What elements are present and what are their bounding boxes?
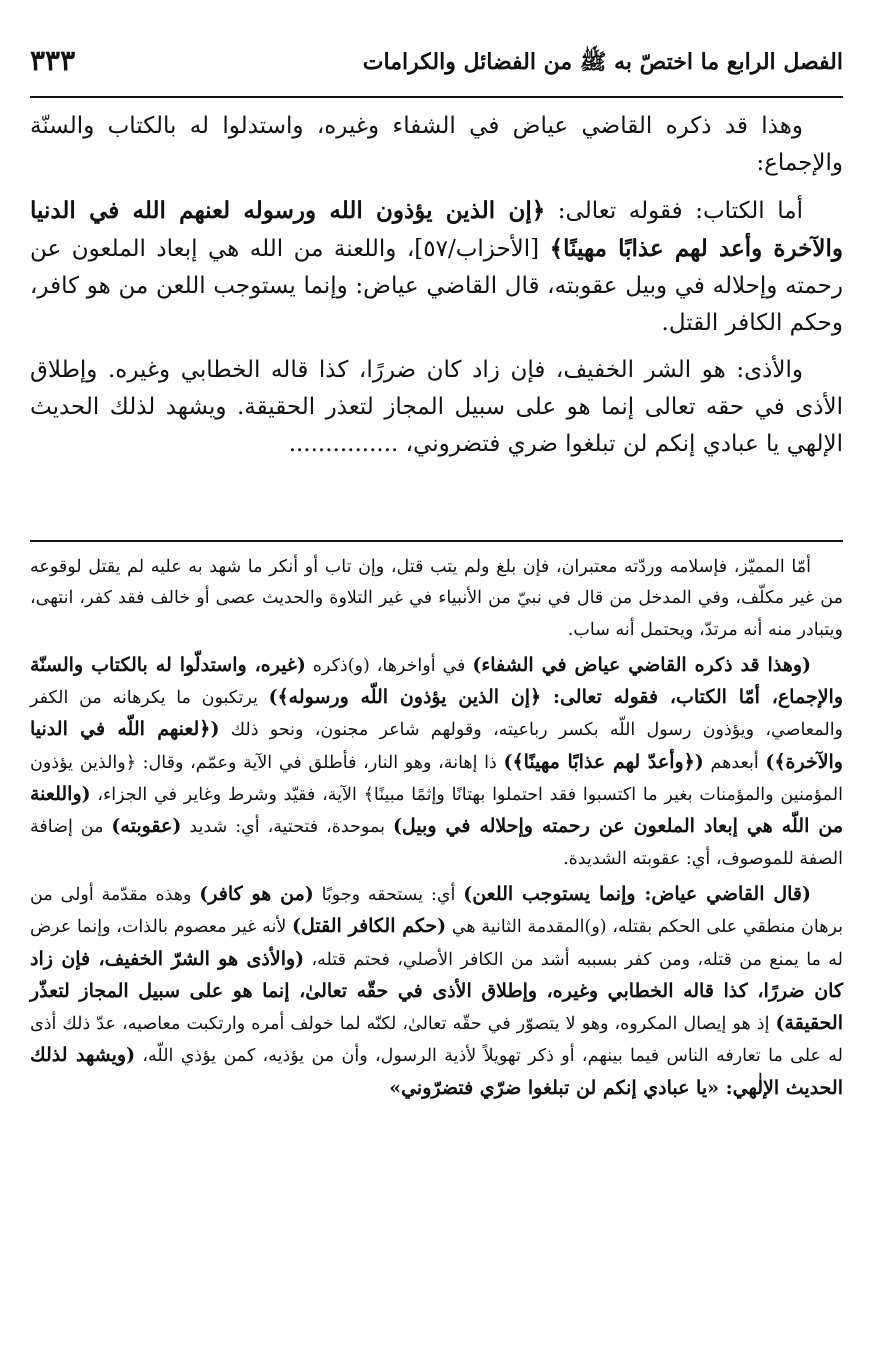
commentary-segment: ذا إهانة، وهو النار، فأطلق في الآية وعمّم، وقال: ﴿والذين يؤذون المؤمنين والمؤمنات بغير ما اكتسبوا فقد احتملوا بهتانًا وإثمًا مبينًا﴾ الآية، فقيّد وشرط وغاير في الجزاء، [30,752,843,806]
commentary-segment: يرتكبون ما يكرهانه من الكفر والمعاصي، ويؤذون رسول اللّه بكسر رباعيته، وقولهم شاعر مجنون، ونحو ذلك [30,688,844,741]
running-title: الفصل الرابع ما اختصّ به ﷺ من الفضائل والكرامات [362,49,843,75]
commentary-paragraph-1: أمّا المميّز، فإسلامه وردّته معتبران، فإن بلغ ولم يتب قتل، وإن تاب أو أنكر ما شهد به عليه لم يقتل لوقوعه من غير مكلّف، وفي المدخل من قال في نبيّ من الأنبياء في غير التلاوة والحديث عصى أو خالف فقد كفر، انتهى، ويتبادر منه أنه مرتدّ، ويحتمل أنه ساب. [30,557,843,640]
quoted-matn: (حكم الكافر القتل) [292,915,447,938]
header-rule [30,96,843,98]
commentary-segment: بموحدة، فتحتية، أي: شديد [181,817,393,838]
commentary-segment: إذ هو إيصال المكروه، وهو لا يتصوّر في حقّه تعالىٰ، لكنّه لما خولف أمره وارتكبت معاصيه، عدّ ذلك أذى له على ما تعارفه الناس فيما بينهم، أو ذكر تهويلاً لأذية الرسول، وأن من يؤذيه، كمن يؤذي اللّه، [30,1014,843,1067]
commentary-segment: لأنه غير معصوم بالذات، وإنما عرض له ما يمنع من قتله، ومن كفر بسببه أشد من الكافر الأصلي، فحتم قتله، [30,917,843,970]
quoted-matn: (﴿لعنهم اللّه في الدنيا والآخرة﴾) [30,718,843,773]
quoted-matn: (ويشهد لذلك الحديث الإلٰهي: «يا عبادي إنكم لن تبلغوا ضرّي فتضرّوني» [30,1044,843,1099]
page-number: ٣٣٣ [30,44,76,77]
commentary-paragraph-2 [30,650,843,875]
commentary-segment: من إضافة الصفة للموصوف، أي: عقوبته الشديدة. [30,817,843,869]
quoted-matn: (والأذى هو الشرّ الخفيف، فإن زاد كان ضررًا، كذا قاله الخطابي وغيره، وإطلاق الأذى في حقّه تعالىٰ، إنما هو على سبيل المجاز لتعذّر الحقيقة) [30,947,843,1035]
quoted-matn: (وهذا قد ذكره القاضي عياض في الشفاء) [472,653,811,676]
main-text [30,108,843,473]
commentary [30,552,843,1109]
main-text-segment: [الأحزاب/٥٧]، واللعنة من الله هي إبعاد الملعون عن رحمته وإحلاله في وبيل عقوبته، قال القاضي عياض: وإنما يستوجب اللعن من هو كافر، وحكم الكافر القتل. [30,236,843,336]
main-paragraph-2 [30,192,843,342]
footnote-separator [30,540,843,542]
quoted-matn: (﴿وأعدّ لهم عذابًا مهينًا﴾) [503,750,704,773]
commentary-segment: أبعدهم [703,752,766,773]
quoted-matn: (عقوبته) [111,815,182,838]
commentary-segment: أي: يستحقه وجوبًا [313,884,464,905]
quoted-matn: (من هو كافر) [199,882,314,905]
main-paragraph-3: والأذى: هو الشر الخفيف، فإن زاد كان ضررًا، كذا قاله الخطابي وغيره. وإطلاق الأذى في حقه تعالى إنما هو على سبيل المجاز لتعذر الحقيقة. ويشهد لذلك الحديث الإلهي يا عبادي إنكم لن تبلغوا ضري فتضروني، ............... [30,357,843,457]
quoted-matn: (قال القاضي عياض: وإنما يستوجب اللعن) [463,882,812,905]
page-header [30,40,843,90]
main-text-segment: أما الكتاب: فقوله تعالى: [545,198,803,224]
quoted-matn: (واللعنة من اللّه هي إبعاد الملعون عن رحمته وإحلاله في وبيل) [30,783,843,838]
commentary-segment: في أواخرها، (و)ذكره [305,655,473,676]
quoted-matn: (غيره، واستدلّوا له بالكتاب والسنّة والإجماع، أمّا الكتاب، فقوله تعالى: ﴿إن الذين يؤذون اللّه ورسوله﴾) [30,653,843,709]
commentary-segment: وهذه مقدّمة أولى من برهان منطقي على الحكم بقتله، (و)المقدمة الثانية هي [30,884,843,938]
commentary-paragraph-3 [30,879,843,1105]
quran-verse: ﴿إن الذين يؤذون الله ورسوله لعنهم الله في الدنيا والآخرة وأعد لهم عذابًا مهينًا﴾ [30,197,844,262]
main-paragraph-1: وهذا قد ذكره القاضي عياض في الشفاء وغيره، واستدلوا له بالكتاب والسنّة والإجماع: [30,113,843,176]
